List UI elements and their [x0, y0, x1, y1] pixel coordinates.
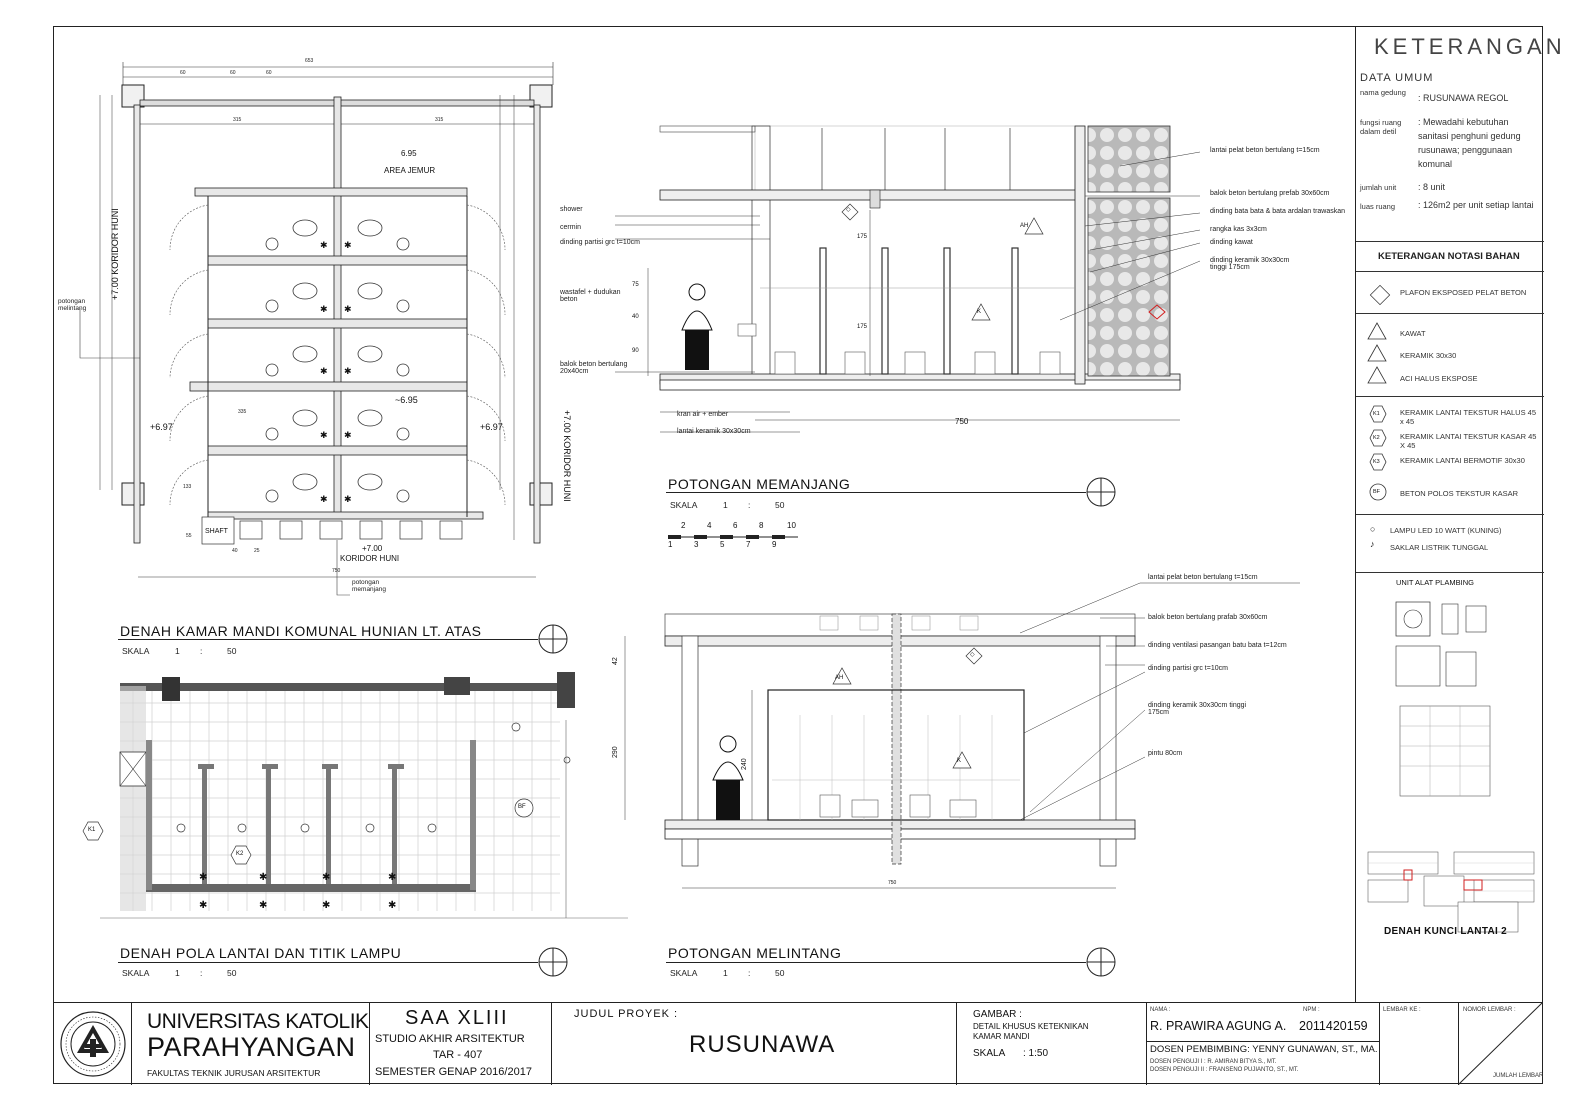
svg-text:✱: ✱: [259, 900, 268, 911]
section-long-note-wastafel: wastafel + dudukan beton: [560, 289, 621, 303]
legend-row-value-3: : 126m2 per unit setiap lantai: [1418, 200, 1534, 210]
switch-icon: ♪: [1370, 539, 1375, 549]
notasi-k1-symbol: K1: [1373, 411, 1380, 417]
university-name-line1: UNIVERSITAS KATOLIK: [147, 1010, 369, 1033]
faculty-name: FAKULTAS TEKNIK JURUSAN ARSITEKTUR: [147, 1068, 321, 1078]
svg-text:✱: ✱: [344, 494, 352, 504]
svg-text:✱: ✱: [322, 872, 331, 883]
plan-area-jemur-label: AREA JEMUR: [384, 166, 436, 175]
legend-divider: [1356, 313, 1544, 314]
course-code: TAR - 407: [433, 1049, 483, 1061]
plan-title: DENAH KAMAR MANDI KOMUNAL HUNIAN LT. ATAS: [120, 623, 482, 639]
section-long-scale-colon: :: [748, 500, 751, 510]
svg-text:✱: ✱: [320, 240, 328, 250]
svg-text:653: 653: [305, 58, 314, 64]
plan-koridor-left: +7.00 KORIDOR HUNI: [110, 208, 120, 300]
section-long-dim-75: 75: [632, 282, 639, 288]
notasi-k3-symbol: K3: [1373, 459, 1380, 465]
section-long-note-r1: balok beton bertulang prefab 30x60cm: [1210, 190, 1330, 197]
student-name: R. PRAWIRA AGUNG A.: [1150, 1019, 1287, 1033]
studio-title: SAA XLIII: [405, 1007, 509, 1029]
floor-scale-a: 1: [175, 968, 180, 978]
section-cross-scale-a: 1: [723, 968, 728, 978]
svg-text:✱: ✱: [320, 430, 328, 440]
section-cross-dim-750: 750: [888, 880, 897, 886]
svg-text:335: 335: [238, 409, 247, 415]
svg-text:133: 133: [183, 484, 192, 490]
svg-text:750: 750: [332, 568, 341, 574]
scale-bar-bottom-5: 5: [720, 540, 725, 549]
svg-text:✱: ✱: [259, 872, 268, 883]
section-cross-note-0: lantai pelat beton bertulang t=15cm: [1148, 574, 1258, 581]
section-cross-tag-plafon: ◇: [970, 652, 975, 658]
section-cross-note-5: pintu 80cm: [1148, 750, 1183, 757]
svg-text:✱: ✱: [344, 366, 352, 376]
dosen-penguji-2: DOSEN PENGUJI II : FRANSENO PUJIANTO, ST., MT.: [1150, 1067, 1299, 1073]
svg-text:✱: ✱: [344, 304, 352, 314]
notasi-k2-label: KERAMIK LANTAI TEKSTUR KASAR 45 X 45: [1400, 432, 1537, 450]
section-cross-dim-240: 240: [741, 758, 748, 770]
legend-row-label-3: luas ruang: [1360, 202, 1396, 211]
section-long-note-r5: dinding keramik 30x30cm tinggi 175cm: [1210, 257, 1290, 271]
section-long-note-r0: lantai pelat beton bertulang t=15cm: [1210, 147, 1320, 154]
plan-koridor-bottom: KORIDOR HUNI: [340, 554, 400, 563]
scale-bar-bottom-3: 3: [694, 540, 699, 549]
svg-text:315: 315: [233, 117, 242, 123]
npm-label: NPM :: [1303, 1007, 1320, 1013]
plan-level-center: ~6.95: [395, 395, 418, 405]
notasi-k2-symbol: K2: [1373, 435, 1380, 441]
key-plan-drawing: [1364, 846, 1540, 936]
section-long-note-balok: balok beton bertulang 20x40cm: [560, 361, 628, 375]
svg-text:✱: ✱: [388, 900, 397, 911]
section-cross-tag-k: K: [957, 758, 962, 764]
notasi-bf-symbol: BF: [1373, 489, 1381, 495]
notasi-aci-label: ACI HALUS EKSPOSE: [1400, 374, 1478, 383]
plan-koridor-right: +7.00 KORIDOR HUNI: [562, 410, 572, 502]
nama-label: NAMA :: [1150, 1007, 1171, 1013]
section-long-note-cermin: cermin: [560, 224, 582, 231]
scale-bar-top-10: 10: [787, 521, 796, 530]
title-block: [53, 1002, 1543, 1085]
notasi-triangle-icons: [1366, 320, 1388, 390]
section-long-note-r4: dinding kawat: [1210, 239, 1253, 246]
legend-panel: [1355, 26, 1566, 1002]
section-cross-note-3: dinding partisi grc t=10cm: [1148, 665, 1228, 672]
svg-text:25: 25: [254, 548, 260, 554]
svg-text:55: 55: [186, 533, 192, 539]
plan-level-left: +6.97: [150, 422, 173, 432]
legend-divider: [1356, 514, 1544, 515]
legend-divider: [1356, 572, 1544, 573]
skala-label: SKALA: [973, 1048, 1006, 1059]
notasi-plafon-label: PLAFON EKSPOSED PELAT BETON: [1400, 288, 1527, 297]
plan-koridor-bottom-level: +7.00: [362, 544, 383, 553]
notasi-keramik-label: KERAMIK 30x30: [1400, 351, 1457, 360]
floor-scale-label: SKALA: [122, 968, 150, 978]
lembar-label: LEMBAR KE :: [1383, 1007, 1421, 1013]
svg-text:✱: ✱: [388, 872, 397, 883]
svg-text:✱: ✱: [320, 304, 328, 314]
section-cross-scale-colon: :: [748, 968, 751, 978]
svg-text:315: 315: [435, 117, 444, 123]
skala-value: : 1:50: [1023, 1048, 1049, 1059]
nomor-lembar-label: NOMOR LEMBAR :: [1463, 1007, 1516, 1013]
svg-text:✱: ✱: [322, 900, 331, 911]
section-long-note-lantai: lantai keramik 30x30cm: [677, 428, 751, 435]
plumbing-title: UNIT ALAT PLAMBING: [1396, 578, 1474, 587]
plan-scale-b: 50: [227, 646, 237, 656]
svg-text:40: 40: [232, 548, 238, 554]
section-cross-title-rule: [666, 962, 1086, 963]
plan-scale-label: SKALA: [122, 646, 150, 656]
gambar-line2: KAMAR MANDI: [973, 1032, 1030, 1041]
student-npm: 2011420159: [1299, 1019, 1368, 1033]
lamp-icon: ○: [1370, 524, 1376, 534]
svg-text:60: 60: [180, 70, 186, 76]
university-name-line2: PARAHYANGAN: [147, 1032, 356, 1062]
legend-row-label-0: nama gedung: [1360, 88, 1406, 97]
semester: SEMESTER GENAP 2016/2017: [375, 1066, 532, 1078]
svg-text:✱: ✱: [199, 872, 208, 883]
section-long-note-partisi: dinding partisi grc t=10cm: [560, 239, 640, 246]
svg-text:✱: ✱: [199, 900, 208, 911]
section-cross-note-1: balok beton bertulang prafab 30x60cm: [1148, 614, 1268, 621]
project-name: RUSUNAWA: [689, 1031, 836, 1058]
section-long-tag-k: K: [977, 309, 982, 315]
floor-scale-b: 50: [227, 968, 237, 978]
gambar-label: GAMBAR :: [973, 1009, 1022, 1020]
scale-bar-top-2: 2: [681, 521, 686, 530]
svg-text:✱: ✱: [344, 240, 352, 250]
scale-bar-top-4: 4: [707, 521, 712, 530]
section-long-title: POTONGAN MEMANJANG: [668, 476, 851, 492]
gambar-line1: DETAIL KHUSUS KETEKNIKAN: [973, 1022, 1089, 1031]
section-long-tag-ah: AH: [1020, 223, 1029, 229]
plumbing-details-drawing: [1386, 596, 1526, 806]
legend-divider: [1356, 241, 1544, 242]
section-long-scale-label: SKALA: [670, 500, 698, 510]
plan-scale-colon: :: [200, 646, 203, 656]
legend-divider: [1356, 271, 1544, 272]
section-long-dim-40: 40: [632, 314, 639, 320]
studio-name: STUDIO AKHIR ARSITEKTUR: [375, 1033, 525, 1045]
dosen-penguji-1: DOSEN PENGUJI I : R. AMIRAN BITYA S., MT.: [1150, 1059, 1277, 1065]
section-cross-dim-290: 290: [612, 746, 619, 758]
scale-bar-top-6: 6: [733, 521, 738, 530]
legend-row-value-1: : Mewadahi kebutuhan sanitasi penghuni gedung rusunawa; penggunaan komunal: [1418, 117, 1521, 169]
floor-tag-bf: BF: [518, 804, 526, 810]
notasi-lampu-label: LAMPU LED 10 WATT (KUNING): [1390, 526, 1502, 535]
plan-level-right: +6.97: [480, 422, 503, 432]
university-logo: [59, 1009, 127, 1079]
floor-tag-k2: K2: [236, 851, 244, 857]
key-plan-title: DENAH KUNCI LANTAI 2: [1384, 926, 1508, 937]
plan-area-jemur-level: 6.95: [401, 149, 417, 158]
plan-shaft-label: SHAFT: [205, 528, 228, 535]
svg-text:60: 60: [230, 70, 236, 76]
svg-text:✱: ✱: [320, 366, 328, 376]
section-cross-scale-label: SKALA: [670, 968, 698, 978]
svg-text:✱: ✱: [320, 494, 328, 504]
legend-row-value-2: : 8 unit: [1418, 182, 1446, 192]
legend-row-value-0: : RUSUNAWA REGOL: [1418, 93, 1509, 103]
legend-row-label-1: fungsi ruang dalam detil: [1360, 118, 1402, 137]
notasi-plafon-icon: [1370, 285, 1390, 305]
section-cross-note-4: dinding keramik 30x30cm tinggi 175cm: [1148, 702, 1247, 716]
section-cross-scale-b: 50: [775, 968, 785, 978]
notasi-k1-label: KERAMIK LANTAI TEKSTUR HALUS 45 x 45: [1400, 408, 1537, 426]
legend-notasi-title: KETERANGAN NOTASI BAHAN: [1378, 251, 1520, 262]
scale-bar-top-8: 8: [759, 521, 764, 530]
notasi-bf-label: BETON POLOS TEKSTUR KASAR: [1400, 489, 1519, 498]
scale-bar-bottom-1: 1: [668, 540, 673, 549]
section-long-dim-90: 90: [632, 348, 639, 354]
plan-scale-a: 1: [175, 646, 180, 656]
plan-potongan-memanjang-note: potongan memanjang: [352, 579, 386, 593]
dosen-pembimbing: DOSEN PEMBIMBING: YENNY GUNAWAN, ST., MA.: [1150, 1044, 1378, 1055]
notasi-k3-label: KERAMIK LANTAI BERMOTIF 30x30: [1400, 456, 1525, 465]
section-long-note-r2: dinding bata bata & bata ardalan trawaskan: [1210, 208, 1346, 215]
legend-title: KETERANGAN: [1374, 34, 1566, 59]
section-long-note-kran: kran air + ember: [677, 411, 729, 418]
section-cross-tag-ah: AH: [835, 675, 844, 681]
section-long-dim-mid: 175: [857, 234, 868, 240]
section-long-scale-a: 1: [723, 500, 728, 510]
jumlah-lembar-label: JUMLAH LEMBAR: [1493, 1073, 1544, 1079]
section-long-dim-bottom: 750: [955, 417, 969, 426]
section-long-note-r3: rangka kas 3x3cm: [1210, 226, 1267, 233]
floor-scale-colon: :: [200, 968, 203, 978]
scale-bar-bottom-9: 9: [772, 540, 777, 549]
project-label: JUDUL PROYEK :: [574, 1008, 679, 1020]
section-long-note-shower: shower: [560, 206, 583, 213]
svg-text:✱: ✱: [344, 430, 352, 440]
section-cross-title: POTONGAN MELINTANG: [668, 945, 842, 961]
plan-potongan-melintang-note: potongan melintang: [58, 298, 87, 312]
floor-title: DENAH POLA LANTAI DAN TITIK LAMPU: [120, 945, 402, 961]
notasi-saklar-label: SAKLAR LISTRIK TUNGGAL: [1390, 543, 1489, 552]
legend-row-label-2: jumlah unit: [1360, 183, 1397, 192]
scale-bar-bottom-7: 7: [746, 540, 751, 549]
legend-data-umum-title: DATA UMUM: [1360, 72, 1434, 84]
svg-text:60: 60: [266, 70, 272, 76]
notasi-kawat-label: KAWAT: [1400, 329, 1426, 338]
section-long-tag-plafon: ◇: [846, 207, 851, 213]
section-cross-note-2: dinding ventilasi pasangan batu bata t=12cm: [1148, 642, 1287, 649]
section-long-dim-mid2: 175: [857, 324, 868, 330]
legend-divider: [1356, 396, 1544, 397]
title-block-divider: [1147, 1041, 1379, 1042]
section-long-scale-b: 50: [775, 500, 785, 510]
section-cross-dim-42: 42: [612, 657, 619, 665]
floor-tag-k1: K1: [88, 827, 96, 833]
